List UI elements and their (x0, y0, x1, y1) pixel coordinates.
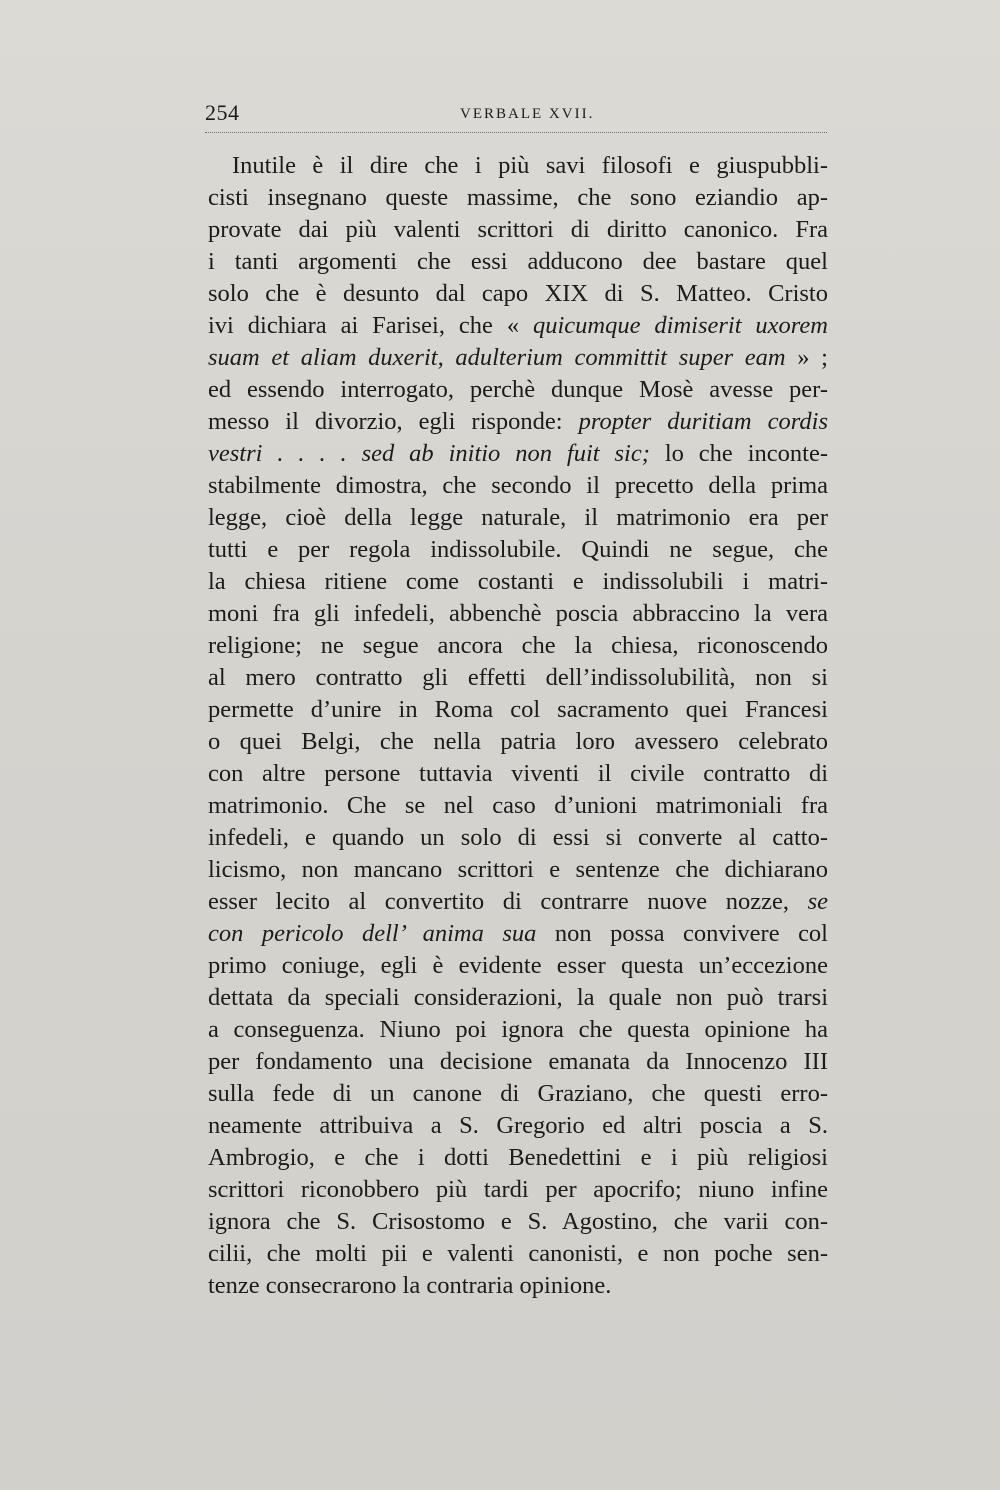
page-number: 254 (205, 100, 240, 125)
body-text (208, 150, 828, 1302)
text-segment: infedeli, e quando un solo di essi si converte al catto- (208, 824, 828, 851)
text-segment: per fondamento una decisione emanata da Innocenzo III (208, 1048, 828, 1075)
text-segment: esser lecito al convertito di contrarre nuove nozze, (208, 888, 808, 915)
text-line (208, 150, 828, 182)
text-segment: ignora che S. Crisostomo e S. Agostino, che varii con- (208, 1208, 828, 1235)
text-segment: solo che è desunto dal capo XIX di S. Matteo. Cristo (208, 280, 828, 307)
text-line (208, 342, 828, 374)
text-segment: » ; (785, 344, 828, 371)
italic-text: con pericolo dell’ anima sua (208, 920, 537, 947)
text-line (208, 1238, 828, 1270)
text-segment: scrittori riconobbero più tardi per apocrifo; niuno infine (208, 1176, 828, 1203)
text-line (208, 1206, 828, 1238)
text-segment: primo coniuge, egli è evidente esser questa un’eccezione (208, 952, 828, 979)
text-line (208, 1046, 828, 1078)
italic-text: quicumque dimiserit uxorem (532, 312, 828, 339)
text-line (208, 758, 828, 790)
text-line (208, 694, 828, 726)
text-segment: tenze consecrarono la contraria opinione. (208, 1272, 612, 1299)
text-line (208, 374, 828, 406)
text-line (208, 918, 828, 950)
text-segment: cilii, che molti pii e valenti canonisti, e non poche sen- (208, 1240, 828, 1267)
text-line (208, 406, 828, 438)
text-segment: provate dai più valenti scrittori di diritto canonico. Fra (208, 216, 828, 243)
text-line (208, 566, 828, 598)
text-segment: o quei Belgi, che nella patria loro avessero celebrato (208, 728, 828, 755)
text-segment: messo il divorzio, egli risponde: (208, 408, 579, 435)
text-segment: ivi dichiara ai Farisei, che « (208, 312, 533, 339)
text-line (208, 822, 828, 854)
header-rule (205, 132, 827, 133)
text-segment: non possa convivere col (536, 920, 828, 947)
text-line (208, 598, 828, 630)
text-line (208, 1142, 828, 1174)
text-segment: al mero contratto gli effetti dell’indissolubilità, non si (208, 664, 828, 691)
text-segment: cisti insegnano queste massime, che sono eziandio ap- (208, 184, 828, 211)
text-line (208, 950, 828, 982)
text-line (208, 854, 828, 886)
text-segment: i tanti argomenti che essi adducono dee bastare quel (208, 248, 828, 275)
text-line (208, 470, 828, 502)
text-segment: la chiesa ritiene come costanti e indissolubili i matri- (208, 568, 828, 595)
text-line (208, 278, 828, 310)
text-line (208, 790, 828, 822)
text-line (208, 1174, 828, 1206)
page-header (205, 100, 825, 130)
text-segment: moni fra gli infedeli, abbenchè poscia abbraccino la vera (208, 600, 828, 627)
text-line (208, 310, 828, 342)
text-segment: lo che inconte- (649, 440, 828, 467)
text-line (208, 1110, 828, 1142)
text-line (208, 1270, 828, 1302)
text-segment: permette d’unire in Roma col sacramento quei Francesi (208, 696, 828, 723)
text-line (208, 662, 828, 694)
text-segment: licismo, non mancano scrittori e sentenze che dichiarano (208, 856, 828, 883)
text-segment: ed essendo interrogato, perchè dunque Mosè avesse per- (208, 376, 828, 403)
italic-text: se (807, 888, 828, 915)
text-line (208, 246, 828, 278)
text-segment: Inutile è il dire che i più savi filosofi e giuspubbli- (232, 152, 828, 179)
text-line (208, 182, 828, 214)
text-line (208, 886, 828, 918)
text-line (208, 1014, 828, 1046)
italic-text: suam et aliam duxerit, adulterium committit super eam (208, 344, 786, 371)
italic-text: propter duritiam cordis (578, 408, 828, 435)
text-line (208, 438, 828, 470)
text-segment: tutti e per regola indissolubile. Quindi ne segue, che (208, 536, 828, 563)
text-segment: dettata da speciali considerazioni, la quale non può trarsi (208, 984, 828, 1011)
text-segment: sulla fede di un canone di Graziano, che questi erro- (208, 1080, 828, 1107)
text-line (208, 534, 828, 566)
text-line (208, 982, 828, 1014)
text-segment: con altre persone tuttavia viventi il civile contratto di (208, 760, 828, 787)
text-segment: Ambrogio, e che i dotti Benedettini e i più religiosi (208, 1144, 828, 1171)
text-line (208, 630, 828, 662)
text-segment: neamente attribuiva a S. Gregorio ed altri poscia a S. (208, 1112, 828, 1139)
running-head: VERBALE XVII. (460, 106, 595, 122)
text-line (208, 1078, 828, 1110)
text-line (208, 726, 828, 758)
text-segment: legge, cioè della legge naturale, il matrimonio era per (208, 504, 828, 531)
italic-text: vestri . . . . sed ab initio non fuit sic; (208, 440, 650, 467)
text-line (208, 502, 828, 534)
text-segment: religione; ne segue ancora che la chiesa, riconoscendo (208, 632, 828, 659)
text-segment: matrimonio. Che se nel caso d’unioni matrimoniali fra (208, 792, 828, 819)
text-line (208, 214, 828, 246)
text-segment: a conseguenza. Niuno poi ignora che questa opinione ha (208, 1016, 828, 1043)
text-segment: stabilmente dimostra, che secondo il precetto della prima (208, 472, 828, 499)
